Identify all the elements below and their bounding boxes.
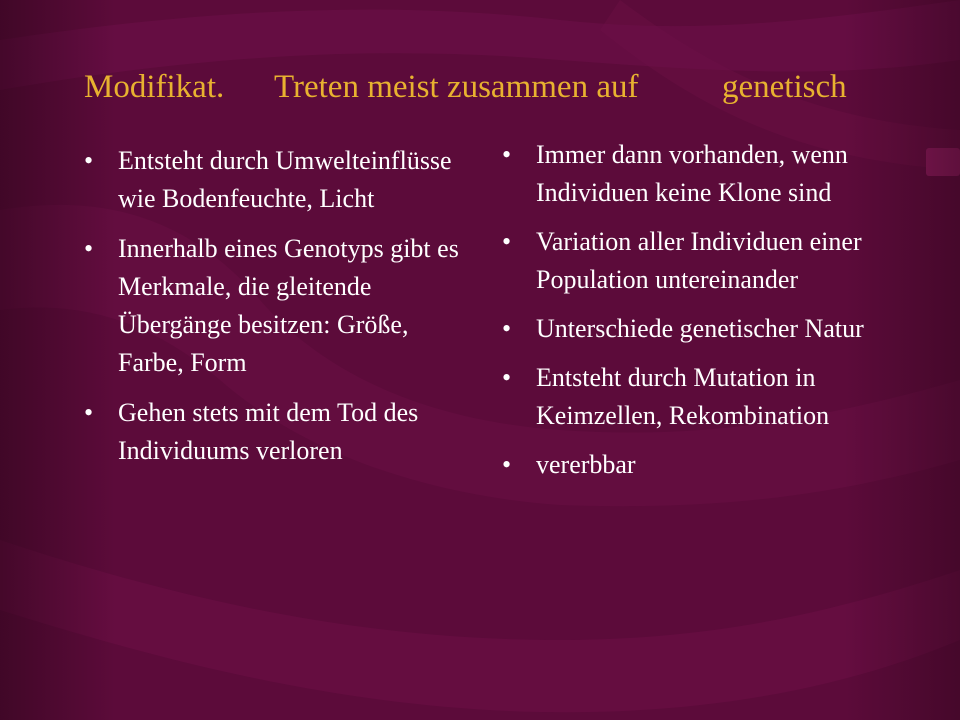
list-item (502, 310, 922, 348)
slide-title (84, 62, 944, 112)
bullet-icon: • (84, 234, 94, 263)
list-item (502, 359, 922, 435)
list-item (84, 394, 464, 470)
bullet-icon: • (502, 227, 512, 256)
bullet-icon: • (502, 140, 512, 169)
bullet-icon: • (502, 450, 512, 479)
list-item (502, 223, 922, 299)
right-bullet-list (502, 136, 922, 495)
list-item-text: Gehen stets mit dem Tod des Individuums verloren (118, 398, 419, 465)
list-item-text: Immer dann vorhanden, wenn Individuen keine Klone sind (536, 140, 848, 207)
list-item-text: Innerhalb eines Genotyps gibt es Merkmale, die gleitende Übergänge besitzen: Größe, Farbe, Form (118, 234, 459, 377)
title-genetisch: genetisch (722, 69, 847, 105)
bullet-icon: • (84, 398, 94, 427)
left-bullet-list (84, 142, 464, 482)
list-item-text: vererbbar (536, 450, 636, 479)
list-item (84, 142, 464, 218)
list-item (502, 446, 922, 484)
bullet-icon: • (502, 363, 512, 392)
list-item (84, 230, 464, 382)
title-modifikat: Modifikat. (84, 69, 225, 105)
title-middle: Treten meist zusammen auf (274, 69, 639, 105)
bullet-icon: • (84, 146, 94, 175)
bullet-icon: • (502, 314, 512, 343)
list-item-text: Unterschiede genetischer Natur (536, 314, 864, 343)
list-item-text: Entsteht durch Umwelteinflüsse wie Bodenfeuchte, Licht (118, 146, 452, 213)
list-item-text: Entsteht durch Mutation in Keimzellen, Rekombination (536, 363, 830, 430)
list-item (502, 136, 922, 212)
list-item-text: Variation aller Individuen einer Population untereinander (536, 227, 862, 294)
